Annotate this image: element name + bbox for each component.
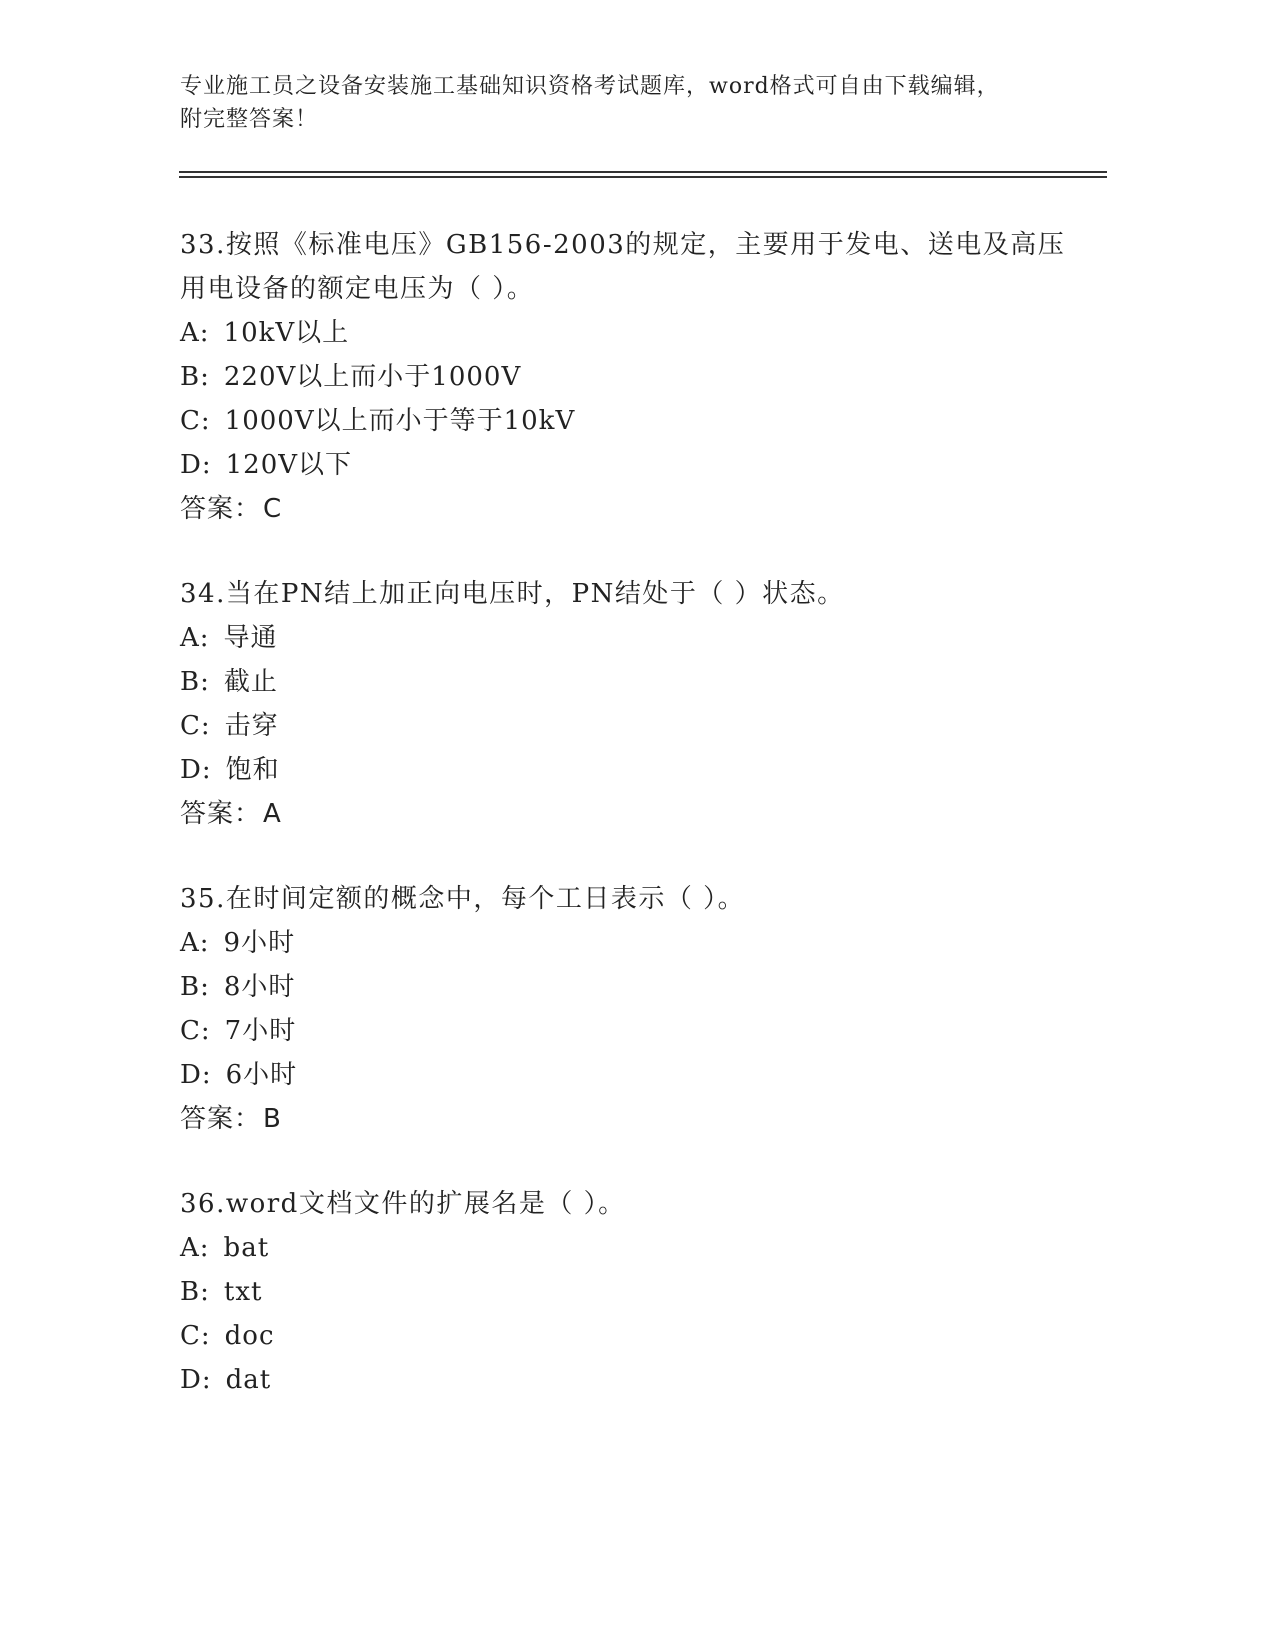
option-letter: C: [180,406,211,436]
option-b [180,965,1080,1009]
option-letter: D: [180,755,212,785]
question-34 [180,572,1080,836]
option-d [180,748,1080,792]
option-text: 1000V以上而小于等于10kV [224,406,576,436]
question-stem [180,223,1080,311]
question-stem-line: 33.按照《标准电压》GB156-2003的规定，主要用于发电、送电及高压 [180,230,1066,260]
option-d [180,1053,1080,1097]
question-stem [180,1182,1080,1226]
option-letter: D: [180,1365,212,1395]
option-letter: A: [180,318,210,348]
option-letter: D: [180,450,212,480]
option-c [180,1009,1080,1053]
option-letter: A: [180,928,210,958]
option-text: 6小时 [225,1060,298,1090]
option-text: dat [225,1365,272,1395]
question-33 [180,223,1080,531]
option-text: 10kV以上 [223,318,350,348]
option-text: bat [223,1233,270,1263]
header-line-2: 附完整答案！ [180,107,319,132]
option-letter: C: [180,711,211,741]
option-d [180,443,1080,487]
option-b [180,1270,1080,1314]
option-letter: C: [180,1321,211,1351]
answer-label: 答案： [180,1104,262,1134]
option-a [180,616,1080,660]
question-stem-line: 34.当在PN结上加正向电压时，PN结处于（ ）状态。 [180,579,845,609]
answer-line [180,792,1080,836]
option-b [180,660,1080,704]
option-text: 8小时 [223,972,296,1002]
option-a [180,311,1080,355]
option-text: 120V以下 [225,450,353,480]
answer-value: C [263,494,283,524]
header-line-1: 专业施工员之设备安装施工基础知识资格考试题库，word格式可自由下载编辑， [180,74,1000,99]
option-letter: B: [180,1277,210,1307]
option-letter: B: [180,972,210,1002]
answer-value: B [263,1104,282,1134]
option-a [180,921,1080,965]
question-36 [180,1182,1080,1402]
option-text: 截止 [223,667,278,697]
question-stem-line: 36.word文档文件的扩展名是（ ）。 [180,1189,626,1219]
option-c [180,1314,1080,1358]
option-text: 7小时 [224,1016,297,1046]
header-divider-bottom [179,176,1107,178]
option-letter: B: [180,362,210,392]
question-35 [180,877,1080,1141]
option-text: 220V以上而小于1000V [223,362,522,392]
answer-value: A [263,799,282,829]
option-letter: A: [180,1233,210,1263]
option-letter: C: [180,1016,211,1046]
option-b [180,355,1080,399]
answer-line [180,1097,1080,1141]
option-c [180,399,1080,443]
answer-line [180,487,1080,531]
option-text: 饱和 [225,755,280,785]
option-a [180,1226,1080,1270]
question-stem-line: 用电设备的额定电压为（ ）。 [180,274,535,304]
document-header [180,70,1060,136]
option-letter: A: [180,623,210,653]
option-text: 9小时 [223,928,296,958]
option-d [180,1358,1080,1402]
option-text: 导通 [223,623,278,653]
option-text: 击穿 [224,711,279,741]
option-letter: B: [180,667,210,697]
answer-label: 答案： [180,494,262,524]
option-letter: D: [180,1060,212,1090]
option-c [180,704,1080,748]
option-text: doc [224,1321,275,1351]
question-stem [180,877,1080,921]
answer-label: 答案： [180,799,262,829]
question-stem-line: 35.在时间定额的概念中，每个工日表示（ ）。 [180,884,746,914]
header-divider-top [179,171,1107,173]
question-stem [180,572,1080,616]
option-text: txt [223,1277,263,1307]
